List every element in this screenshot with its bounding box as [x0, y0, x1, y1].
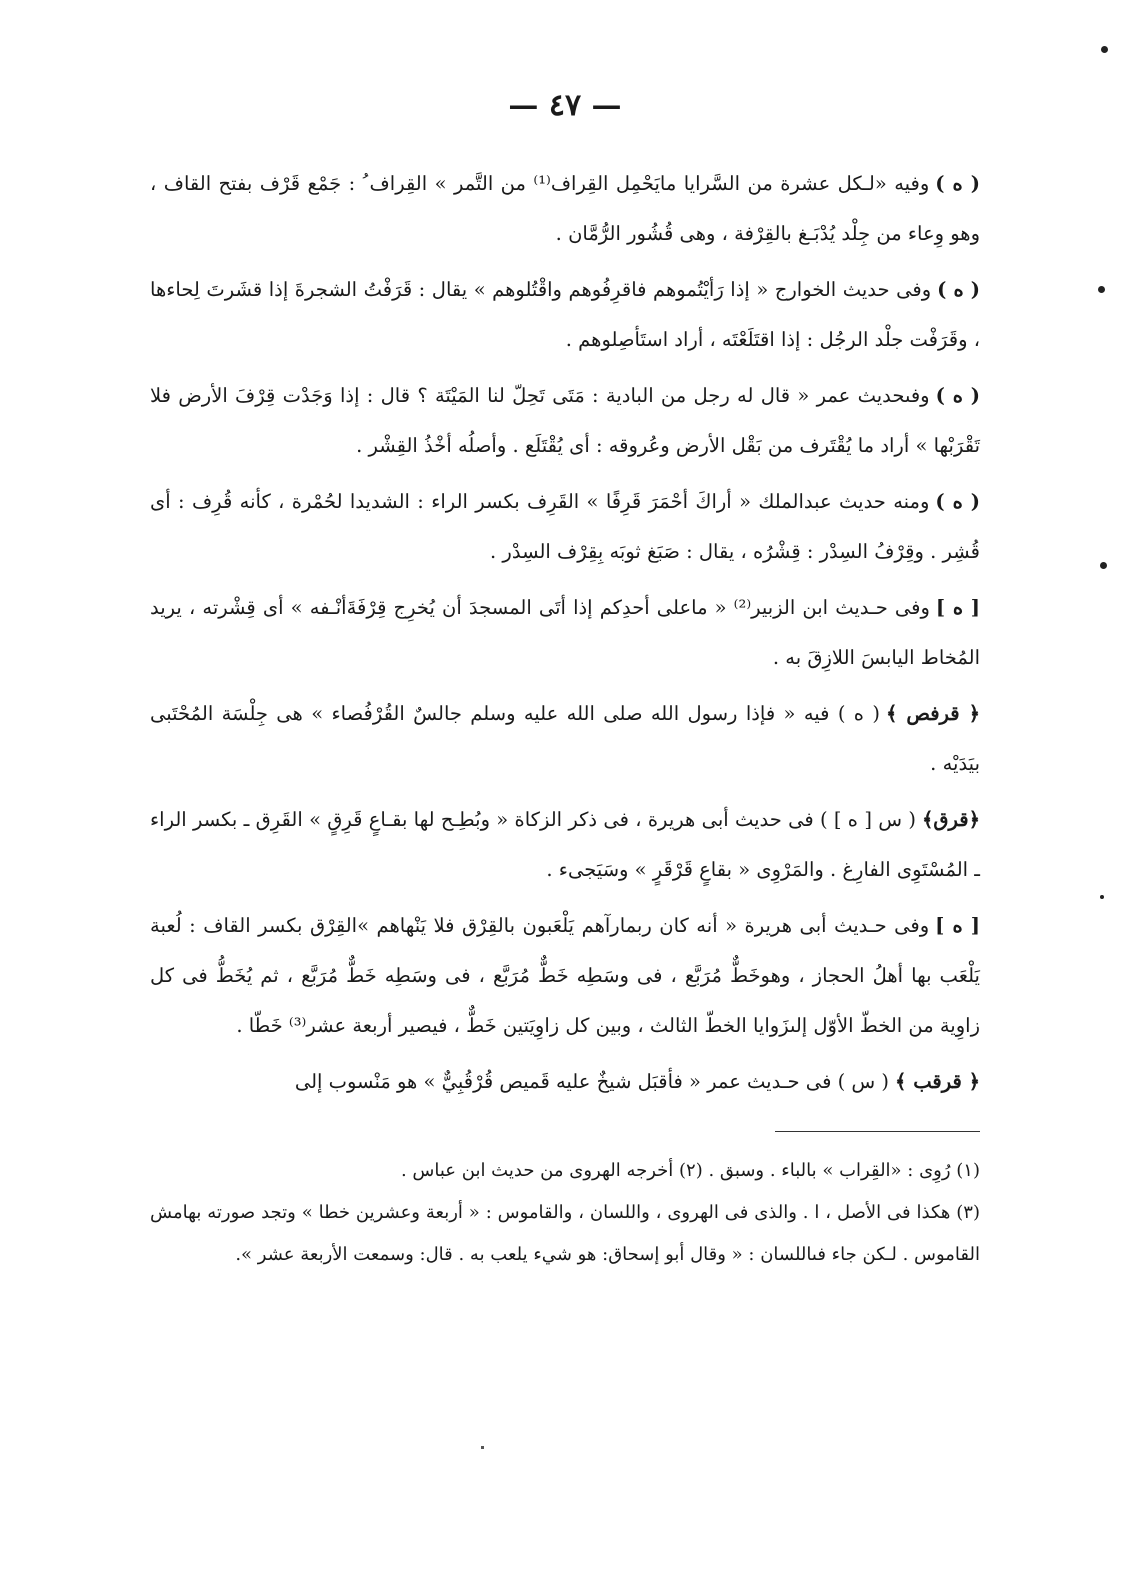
entry	[150, 901, 980, 1051]
entry-text: ( س [ ه ] ) فى حديث أبى هريرة ، فى ذكر الزكاة « وبُطِـح لها بقـاعٍ قَرِقٍ » القَرِق ـ بكسر الراء ـ المُسْتَوِى الفارِغ . والمَرْوِى « بقاعٍ قَرْقَرٍ » وسَيَجىء .	[150, 808, 980, 881]
headword: ﴿ قرفص ﴾	[885, 702, 980, 725]
footnote: (١) رُوِى : «القِراب » بالباء . وسبق . (٢) أخرجه الهروى من حديث ابن عباس .	[400, 1160, 980, 1181]
entry-tag: ( ه )	[935, 490, 980, 513]
page-number: — ٤٧ —	[508, 88, 622, 123]
footnote: (٣) هكذا فى الأصل ، ا . والذى فى الهروى ، واللسان ، والقاموس : « أربعة وعشرين خطا » وتجد صورته بهامش القاموس . لـكن جاء فىاللسان : « وقال أبو إسحاق: هو شيء يلعب به . قال: وسمعت الأربعة عشر ».	[150, 1202, 980, 1265]
entry-text: وفى حـديث أبى هريرة « أنه كان ربمارآهم يَلْعَبون بالقِرْق فلا يَنْهاهم »القِرْق بكسر القاف : لُعبة يَلْعَب بها أهلُ الحجاز ، وهوخَطٌّ مُرَبَّع ، فى وسَطِه خَطٌّ مُرَبَّع ، فى وسَطِه خَطٌّ مُرَبَّع ، ثم يُخَطُّ فى كل زاوِية من الخطّ الأوّل إلىزَوايا الخطّ الثالث ، وبين كل زاوِيَتين خَطٌّ ، فيصير أربعة عشر⁽³⁾ خَطّا .	[150, 914, 980, 1037]
entry-text: وفى حديث الخوارج « إذا رَأيْتُموهم فاقرِفُوهم واقْتُلوهم » يقال : قَرَفْتُ الشجرةَ إذا قشَرتَ لِحاءها ، وقَرَفْت جلْد الرجُل : إذا اقتَلَعْتَه ، أراد استَأصِلوهم .	[150, 278, 980, 351]
margin-mark	[1101, 46, 1108, 53]
entry	[150, 159, 980, 259]
entry-text: ( س ) فى حـديث عمر « فأقبَل شيخٌ عليه قَميص قُرْقُبِيٌّ » هو مَنْسوب إلى	[294, 1070, 890, 1093]
entry	[150, 371, 980, 471]
entry-text: ( ه ) فيه « فإذا رسول الله صلى الله عليه وسلم جالسٌ القُرْفُصاء » هى جِلْسَة المُحْتَبى بيَدَيْه .	[150, 702, 980, 775]
margin-mark	[1100, 895, 1104, 899]
entry-tag: ( ه )	[935, 384, 981, 407]
entry-text: وفىحديث عمر « قال له رجل من البادية : مَتَى تَحِلّ لنا المَيْتَة ؟ قال : إذا وَجَدْت قِرْفَ الأرض فلا تَقْرَبْها » أراد ما يُقْتَرف من بَقْل الأرض وعُروقه : أى يُقْتَلَع . وأصلُه أخْذُ القِشْر .	[150, 384, 980, 457]
document-page	[150, 80, 980, 1520]
headword: ﴿قرق﴾	[921, 808, 980, 831]
entry	[150, 583, 980, 683]
entry-tag: ( ه )	[937, 278, 980, 301]
footnote-divider	[775, 1131, 980, 1132]
footnotes	[150, 1150, 980, 1276]
entries	[150, 159, 980, 1107]
entry-tag: [ ه ]	[935, 596, 980, 619]
entry-headword	[150, 689, 980, 789]
headword: ﴿ قرقب ﴾	[895, 1070, 980, 1093]
margin-mark	[1098, 286, 1105, 293]
entry-tag: [ ه ]	[935, 914, 981, 937]
entry-headword	[150, 795, 980, 895]
entry-text: ومنه حديث عبدالملك « أراكَ أحْمَرَ قَرِفًا » القَرِف بكسر الراء : الشديدا لحُمْرة ، كأنه قُرِف : أى قُشِر . وقِرْفُ السِدْر : قِشْرُه ، يقال : صَبَغ ثوبَه بِقِرْف السِدْر .	[150, 490, 980, 563]
entry-text: وفى حـديث ابن الزبير⁽²⁾ « ماعلى أحدِكم إذا أتَى المسجدَ أن يُخرِج قِرْفَةَأنْـفه » أى قِشْرته ، يريد المُخاط اليابسَ اللازِقَ به .	[150, 596, 980, 669]
margin-mark	[1100, 562, 1107, 569]
entry-text: وفيه «لـكل عشرة من السَّرايا مايَحْمِل القِراف⁽¹⁾ من التَّمر » القِراف ُ : جَمْع قَرْف بفتح القاف ، وهو وِعاء من جِلْد يُدْبَـغ بالقِرْفة ، وهى قُشُور الرُّمَّان .	[150, 172, 980, 245]
entry	[150, 265, 980, 365]
entry-headword	[150, 1057, 980, 1107]
entry-tag: ( ه )	[935, 172, 980, 195]
entry	[150, 477, 980, 577]
